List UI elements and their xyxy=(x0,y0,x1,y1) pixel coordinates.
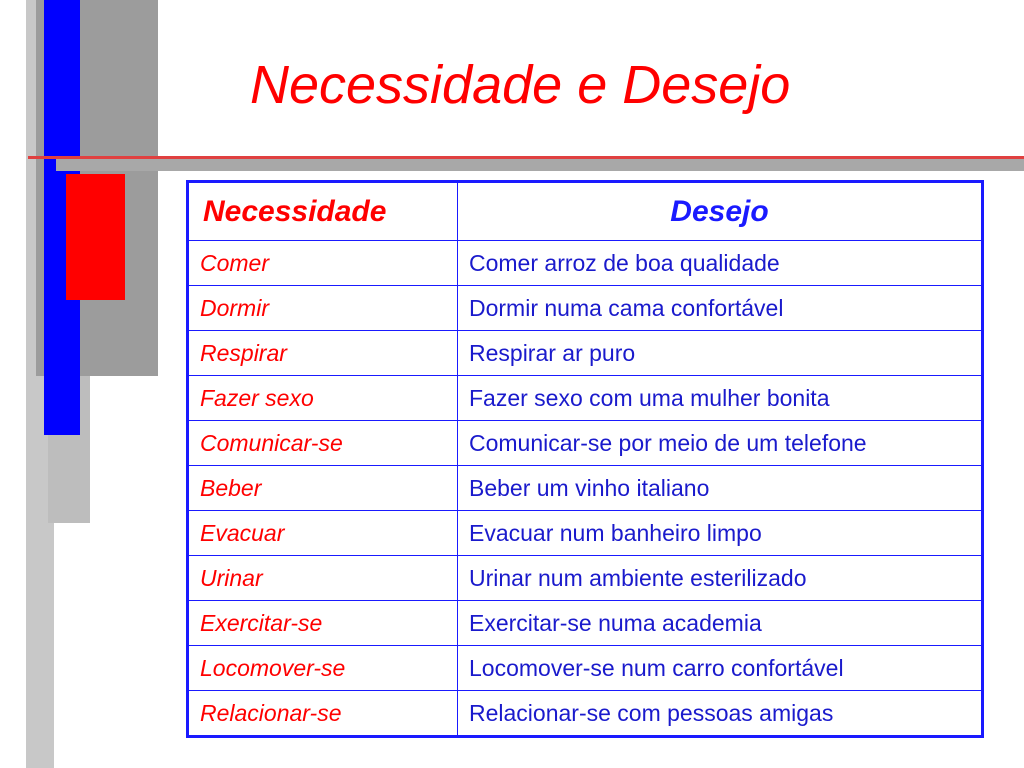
need-cell: Locomover-se xyxy=(188,646,458,691)
need-cell: Relacionar-se xyxy=(188,691,458,737)
need-cell: Dormir xyxy=(188,286,458,331)
header-desejo: Desejo xyxy=(458,182,983,241)
need-cell: Respirar xyxy=(188,331,458,376)
desire-cell: Evacuar num banheiro limpo xyxy=(458,511,983,556)
desire-cell: Urinar num ambiente esterilizado xyxy=(458,556,983,601)
table-row xyxy=(188,556,983,601)
desire-cell: Beber um vinho italiano xyxy=(458,466,983,511)
need-cell: Comer xyxy=(188,241,458,286)
need-cell: Comunicar-se xyxy=(188,421,458,466)
decorative-block-red xyxy=(66,174,125,300)
desire-cell: Comunicar-se por meio de um telefone xyxy=(458,421,983,466)
table-row xyxy=(188,376,983,421)
desire-cell: Respirar ar puro xyxy=(458,331,983,376)
table-row xyxy=(188,286,983,331)
table-row xyxy=(188,691,983,737)
header-necessidade: Necessidade xyxy=(188,182,458,241)
table-row xyxy=(188,466,983,511)
need-cell: Urinar xyxy=(188,556,458,601)
needs-desires-table-container xyxy=(186,180,984,738)
table-row xyxy=(188,646,983,691)
desire-cell: Dormir numa cama confortável xyxy=(458,286,983,331)
table-row xyxy=(188,511,983,556)
table-row xyxy=(188,331,983,376)
desire-cell: Locomover-se num carro confortável xyxy=(458,646,983,691)
desire-cell: Relacionar-se com pessoas amigas xyxy=(458,691,983,737)
slide-title: Necessidade e Desejo xyxy=(250,55,791,115)
table-row xyxy=(188,421,983,466)
title-underline-gray xyxy=(56,159,1024,171)
table-header-row xyxy=(188,182,983,241)
need-cell: Exercitar-se xyxy=(188,601,458,646)
need-cell: Beber xyxy=(188,466,458,511)
table-row xyxy=(188,601,983,646)
needs-desires-table xyxy=(186,180,984,738)
desire-cell: Fazer sexo com uma mulher bonita xyxy=(458,376,983,421)
desire-cell: Comer arroz de boa qualidade xyxy=(458,241,983,286)
table-row xyxy=(188,241,983,286)
need-cell: Evacuar xyxy=(188,511,458,556)
desire-cell: Exercitar-se numa academia xyxy=(458,601,983,646)
need-cell: Fazer sexo xyxy=(188,376,458,421)
